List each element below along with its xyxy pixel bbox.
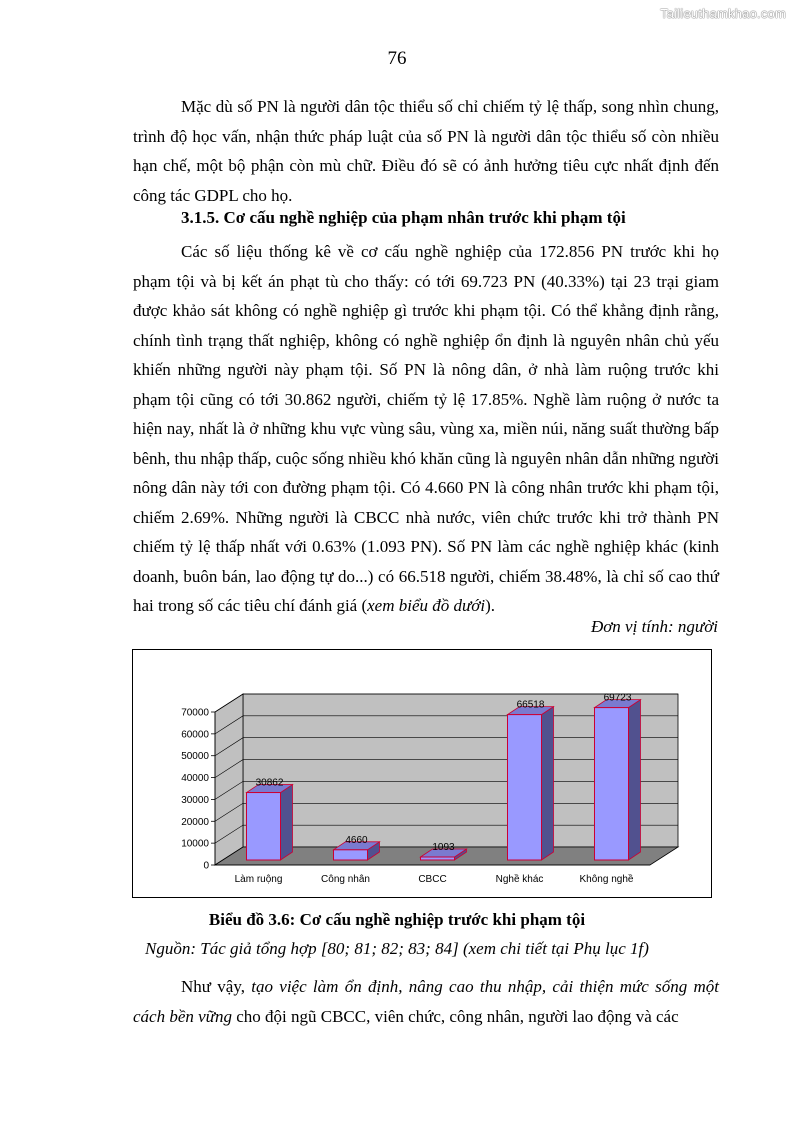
bar [595, 708, 629, 860]
page-number: 76 [387, 48, 407, 69]
data-label: 66518 [516, 699, 545, 711]
data-label: 30862 [255, 777, 284, 789]
paragraph-1 [133, 92, 719, 210]
y-tick-label: 50000 [181, 751, 209, 763]
unit-label: Đơn vị tính: người [590, 617, 718, 636]
data-label: 1093 [432, 842, 455, 853]
y-tick-label: 70000 [181, 707, 209, 719]
paragraph-3-italic: tạo việc làm ổn định, nâng cao thu nhập, cải thiện mức sống một cách bền vững [133, 977, 720, 1026]
y-tick-label: 40000 [181, 773, 209, 785]
y-tick-label: 10000 [181, 838, 209, 850]
bar [508, 715, 542, 860]
y-tick-label: 20000 [181, 816, 209, 828]
category-label: Không nghề [579, 874, 634, 885]
bar-chart [133, 650, 713, 899]
y-tick-label: 60000 [181, 729, 209, 741]
paragraph-1-text: Mặc dù số PN là người dân tộc thiểu số chỉ chiếm tỷ lệ thấp, song nhìn chung, trình độ học vấn, nhận thức pháp luật của số PN là người dân tộc thiểu số còn nhiều hạn chế, một bộ phận còn mù chữ. Điều đó sẽ có ảnh hưởng tiêu cực nhất định đến công tác GDPL cho họ. [133, 97, 719, 205]
bar [421, 857, 455, 860]
data-label: 69723 [603, 692, 632, 704]
paragraph-2-end: ). [485, 596, 496, 615]
figure-caption: Biểu đồ 3.6: Cơ cấu nghề nghiệp trước khi phạm tội [208, 910, 586, 929]
y-tick-label: 30000 [181, 794, 209, 806]
category-label: CBCC [418, 874, 447, 885]
bar-side [542, 707, 554, 860]
bar [334, 850, 368, 860]
section-heading: 3.1.5. Cơ cấu nghề nghiệp của phạm nhân trước khi phạm tội [181, 208, 626, 227]
bar-side [629, 700, 641, 860]
bar [247, 793, 281, 860]
category-label: Làm ruộng [234, 874, 283, 885]
data-label: 4660 [345, 834, 368, 846]
category-label: Nghề khác [495, 874, 544, 885]
paragraph-3-text [133, 972, 719, 1031]
paragraph-3 [133, 972, 719, 1031]
category-label: Công nhân [321, 874, 370, 885]
y-tick-label: 0 [203, 860, 209, 872]
paragraph-2-main: Các số liệu thống kê về cơ cấu nghề nghiệp của 172.856 PN trước khi họ phạm tội và bị kết án phạt tù cho thấy: có tới 69.723 PN (40.33%) tại 23 trại giam được khảo sát không có nghề nghiệp gì trước khi phạm tội. Có thể khẳng định rằng, chính tình trạng thất nghiệp, không có nghề nghiệp ổn định là nguyên nhân chủ yếu khiến những người này phạm tội. Số PN là nông dân, ở nhà làm ruộng trước khi phạm tội cũng có tới 30.862 người, chiếm tỷ lệ 17.85%. Nghề làm ruộng ở nước ta hiện nay, nhất là ở những khu vực vùng sâu, vùng xa, miền núi, năng suất thường bấp bênh, thu nhập thấp, cuộc sống nhiều khó khăn cũng là nguyên nhân dẫn những người nông dân này tới con đường phạm tội. Có 4.660 PN là công nhân trước khi phạm tội, chiếm 2.69%. Những người là CBCC nhà nước, viên chức trước khi trở thành PN chiếm tỷ lệ thấp nhất với 0.63% (1.093 PN). Số PN làm các nghề nghiệp khác (kinh doanh, buôn bán, lao động tự do...) có 66.518 người, chiếm 38.48%, là chỉ số cao thứ hai trong số các tiêu chí đánh giá ( [133, 242, 719, 615]
paragraph-3-b: cho đội ngũ CBCC, viên chức, công nhân, người lao động và các [231, 1006, 679, 1026]
chart-side-wall [215, 694, 243, 865]
bar-side [281, 785, 293, 860]
figure-source: Nguồn: Tác giả tổng hợp [80; 81; 82; 83; 84] (xem chi tiết tại Phụ lục 1f) [145, 939, 649, 958]
paragraph-2-text [133, 237, 719, 621]
paragraph-3-a: Như vậy, [181, 977, 252, 996]
paragraph-2 [133, 237, 719, 621]
chart-frame [132, 649, 712, 898]
paragraph-2-italic: xem biểu đồ dưới [367, 596, 486, 615]
watermark: Tailieuthamkhao.com [660, 6, 786, 21]
